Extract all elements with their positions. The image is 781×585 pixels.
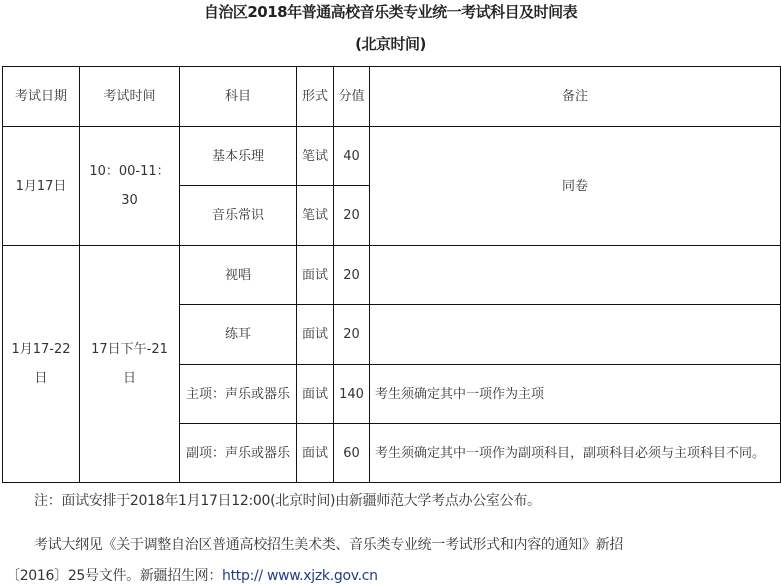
header-remark: 备注 bbox=[370, 67, 781, 127]
time-cell: 17日下午-21日 bbox=[80, 246, 180, 483]
subject-cell: 副项：声乐或器乐 bbox=[180, 424, 297, 483]
subject-cell: 主项：声乐或器乐 bbox=[180, 365, 297, 424]
date-cell: 1月17-22日 bbox=[3, 246, 80, 483]
score-cell: 140 bbox=[334, 365, 370, 424]
form-cell: 笔试 bbox=[297, 186, 334, 246]
table-row bbox=[3, 246, 781, 305]
document-title: 自治区2018年普通高校音乐类专业统一考试科目及时间表 bbox=[203, 3, 578, 21]
header-date: 考试日期 bbox=[3, 67, 80, 127]
header-score: 分值 bbox=[334, 67, 370, 127]
syllabus-note: 考试大纲见《关于调整自治区普通高校招生美术类、音乐类专业统一考试形式和内容的通知》新招 bbox=[34, 537, 624, 553]
score-cell: 20 bbox=[334, 305, 370, 365]
time-cell: 10：00-11：30 bbox=[80, 127, 180, 246]
syllabus-note-continued bbox=[6, 565, 378, 585]
form-cell: 面试 bbox=[297, 365, 334, 424]
document-subtitle: (北京时间) bbox=[355, 35, 426, 53]
score-cell: 20 bbox=[334, 246, 370, 305]
form-cell: 面试 bbox=[297, 246, 334, 305]
form-cell: 面试 bbox=[297, 305, 334, 365]
interview-note: 注：面试安排于2018年1月17日12:00(北京时间)由新疆师范大学考点办公室公布。 bbox=[34, 493, 541, 509]
schedule-table bbox=[2, 66, 781, 483]
form-cell: 面试 bbox=[297, 424, 334, 483]
table-header-row bbox=[3, 67, 781, 127]
remark-cell: 考生须确定其中一项作为副项科目，副项科目必须与主项科目不同。 bbox=[370, 424, 781, 483]
subject-cell: 视唱 bbox=[180, 246, 297, 305]
header-subject: 科目 bbox=[180, 67, 297, 127]
subject-cell: 基本乐理 bbox=[180, 127, 297, 186]
header-time: 考试时间 bbox=[80, 67, 180, 127]
date-cell: 1月17日 bbox=[3, 127, 80, 246]
remark-cell bbox=[370, 305, 781, 365]
website-link[interactable]: http:// www.xjzk.gov.cn bbox=[222, 568, 378, 584]
form-cell: 笔试 bbox=[297, 127, 334, 186]
document-reference: 〔2016〕25号文件。新疆招生网： bbox=[6, 568, 223, 584]
remark-cell: 考生须确定其中一项作为主项 bbox=[370, 365, 781, 424]
remark-cell bbox=[370, 246, 781, 305]
header-form: 形式 bbox=[297, 67, 334, 127]
subject-cell: 音乐常识 bbox=[180, 186, 297, 246]
score-cell: 40 bbox=[334, 127, 370, 186]
table-row bbox=[3, 127, 781, 186]
subject-cell: 练耳 bbox=[180, 305, 297, 365]
score-cell: 20 bbox=[334, 186, 370, 246]
score-cell: 60 bbox=[334, 424, 370, 483]
remark-cell: 同卷 bbox=[370, 127, 781, 246]
